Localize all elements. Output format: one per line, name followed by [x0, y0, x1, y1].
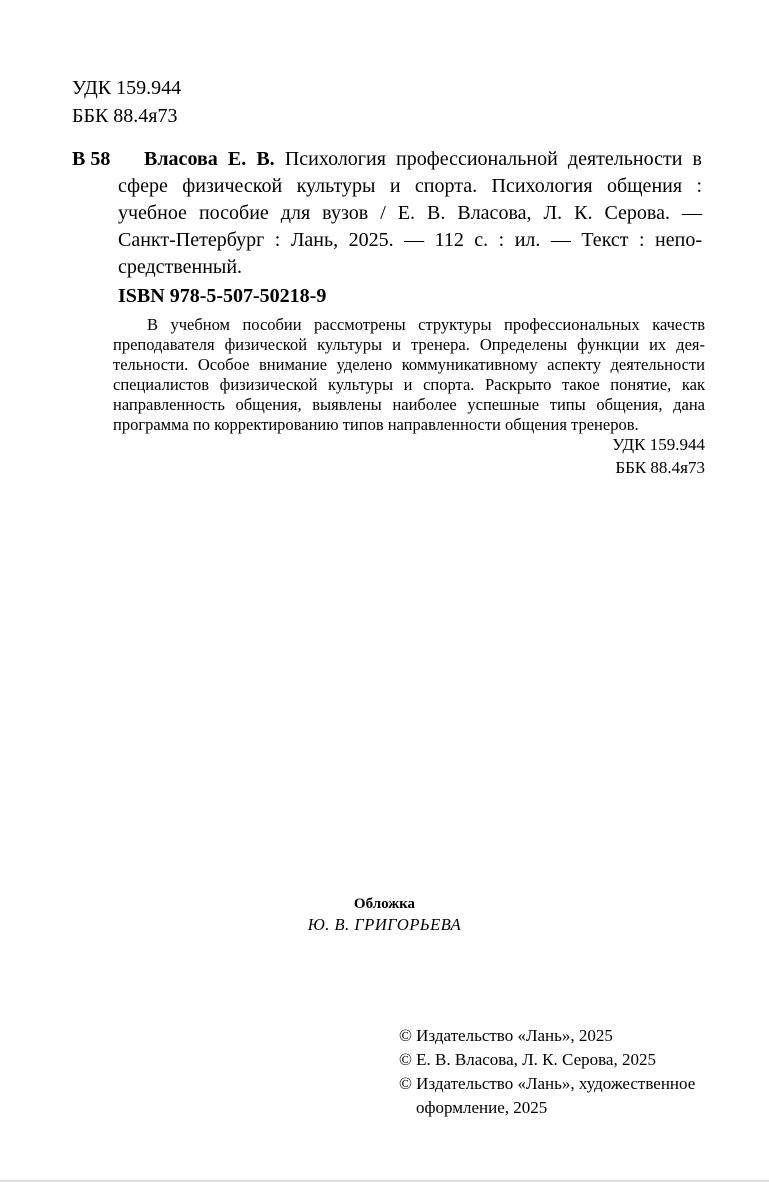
bibliographic-entry-text	[118, 146, 702, 281]
bibliographic-entry-lines	[118, 173, 702, 281]
copyright-line: © Издательство «Лань», художественное	[399, 1074, 696, 1093]
classification-codes-top	[72, 74, 181, 130]
bibliographic-line: Санкт-Петербург : Лань, 2025. — 112 с. : ил. — Текст : непо-	[118, 229, 702, 251]
bibliographic-line: средственный.	[118, 256, 243, 278]
copyright-line: © Е. В. Власова, Л. К. Серова, 2025	[399, 1050, 656, 1069]
annotation-line1: В учебном пособии рассмотрены структуры профессиональных качеств	[147, 315, 705, 334]
bibliographic-line: сфере физической культуры и спорта. Психология общения :	[118, 175, 702, 197]
author-name: Власова Е. В.	[144, 148, 275, 170]
cover-credit-label: Обложка	[353, 896, 416, 912]
bbk-code-top: ББК 88.4я73	[72, 105, 178, 127]
annotation-line: преподавателя физической культуры и тренера. Определены функции их дея-	[113, 335, 705, 354]
bibliographic-line: учебное пособие для вузов / Е. В. Власова, Л. К. Серова. —	[118, 202, 702, 224]
bbk-code-right: ББК 88.4я73	[615, 458, 705, 477]
bibliographic-entry-line1	[118, 146, 702, 173]
annotation	[113, 315, 705, 435]
copyright-notices	[399, 1024, 695, 1120]
copyright-line: © Издательство «Лань», 2025	[399, 1026, 613, 1045]
cover-credit	[0, 895, 769, 935]
annotation-line: программа по корректированию типов направленности общения тренеров.	[113, 415, 639, 434]
title-text: Психология профессиональной деятельности в	[274, 148, 702, 170]
author-sign-code: В 58	[72, 148, 111, 170]
annotation-lines	[113, 335, 705, 435]
udk-code-right: УДК 159.944	[612, 435, 705, 454]
udk-code-top: УДК 159.944	[72, 77, 182, 99]
classification-codes-right	[113, 433, 705, 479]
annotation-line: направленность общения, выявлены наиболее успешные типы общения, дана	[113, 395, 705, 414]
isbn: ISBN 978-5-507-50218-9	[118, 285, 327, 307]
annotation-line: тельности. Особое внимание уделено коммуникативному аспекту деятельности	[113, 355, 705, 374]
bibliographic-entry	[0, 146, 769, 281]
annotation-line: специалистов физизической культуры и спорта. Раскрыто такое понятие, как	[113, 375, 705, 394]
copyright-line: оформление, 2025	[416, 1098, 548, 1117]
cover-designer-name: Ю. В. ГРИГОРЬЕВА	[307, 915, 462, 934]
